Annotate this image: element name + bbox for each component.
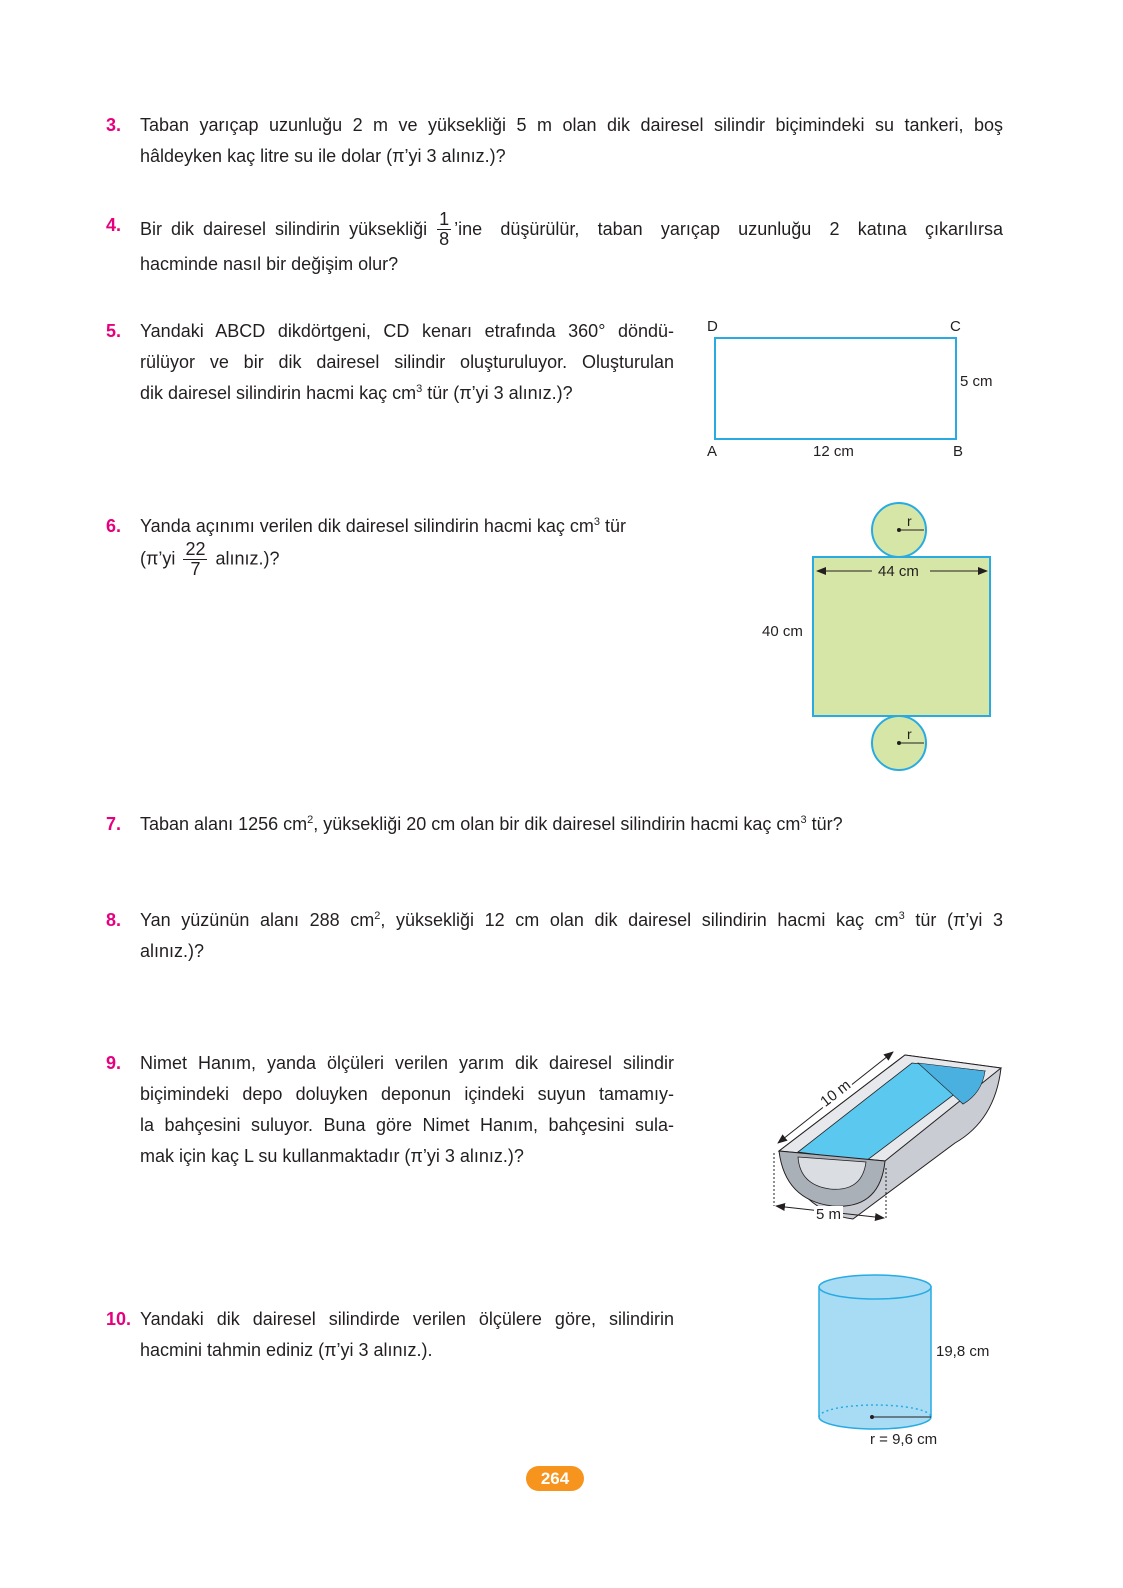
question-text-line: alınız.)?	[140, 941, 205, 961]
question-text-line: Yandaki ABCD dikdörtgeni, CD kenarı etrafında 360° döndü-	[140, 321, 674, 341]
radius-label: r = 9,6 cm	[870, 1431, 938, 1448]
page-number: 264	[526, 1466, 584, 1491]
question-text-line: (π’yi $\frac{22}{7}$ alınız.)?	[140, 539, 280, 579]
question-text-line: Taban yarıçap uzunluğu 2 m ve yüksekliği 5 m olan dik dairesel silindir biçimindeki su tankeri, boş	[140, 115, 1003, 135]
vertex-a-label: A	[707, 443, 718, 460]
question-text-line: biçimindeki depo doluyken deponun içindeki suyun tamamıy-	[140, 1084, 674, 1104]
question-text-line: la bahçesini suluyor. Buna göre Nimet Hanım, bahçesini sula-	[140, 1115, 674, 1135]
bottom-radius-label: r	[907, 726, 912, 742]
side-length-label: 5 cm	[960, 373, 993, 390]
vertex-c-label: C	[950, 318, 961, 335]
question-text-line: Taban alanı 1256 $cm^2$, yüksekliği 20 cm olan bir dik dairesel silindirin hacmi kaç $cm^3$ tür?	[140, 814, 843, 834]
question-text-line: Yan yüzünün alanı 288 $cm^2$, yüksekliği 12 cm olan dik dairesel silindirin hacmi kaç $cm^3$ tür (π’yi 3	[140, 910, 1003, 930]
question-text-line: hâldeyken kaç litre su ile dolar (π’yi 3 alınız.)?	[140, 146, 506, 166]
question-text-line: Yanda açınımı verilen dik dairesel silindirin hacmi kaç $cm^3$ tür	[140, 516, 626, 536]
vertex-d-label: D	[707, 318, 718, 335]
vertex-b-label: B	[953, 443, 964, 460]
height-label: 19,8 cm	[936, 1343, 990, 1360]
question-text-line: Yandaki dik dairesel silindirde verilen ölçülere göre, silindirin	[140, 1309, 674, 1329]
question-number: 10.	[106, 1309, 132, 1329]
question-number: 3.	[106, 115, 122, 135]
question-number: 9.	[106, 1053, 122, 1073]
question-text: ’ine düşürülür, taban yarıçap uzunluğu 2 katına çıkarılırsa	[454, 219, 1003, 239]
question-text-line: mak için kaç L su kullanmaktadır (π’yi 3 alınız.)?	[140, 1146, 524, 1166]
question-text-line: Nimet Hanım, yanda ölçüleri verilen yarım dik dairesel silindir	[140, 1053, 674, 1073]
question-text: Bir dik dairesel silindirin yüksekliği	[140, 219, 428, 239]
length-label: 10 m	[817, 1076, 855, 1111]
question-number: 8.	[106, 910, 122, 930]
question-text-line: hacmini tahmin ediniz (π’yi 3 alınız.).	[140, 1340, 433, 1360]
top-radius-label: r	[907, 513, 912, 529]
question-number: 4.	[106, 215, 122, 235]
fraction: $\frac{1}{8}$	[439, 209, 450, 249]
question-text-line: hacminde nasıl bir değişim olur?	[140, 254, 399, 274]
question-number: 5.	[106, 321, 122, 341]
question-number: 7.	[106, 814, 122, 834]
fraction: $\frac{22}{7}$	[185, 539, 206, 579]
question-number: 6.	[106, 516, 122, 536]
base-length-label: 12 cm	[813, 443, 854, 460]
question-text-line: dik dairesel silindirin hacmi kaç $cm^3$ tür (π’yi 3 alınız.)?	[140, 383, 573, 403]
net-height-label: 40 cm	[762, 623, 803, 640]
question-text-line: rülüyor ve bir dik dairesel silindir oluşturuluyor. Oluşturulan	[140, 352, 674, 372]
net-width-label: 44 cm	[878, 563, 919, 580]
diameter-label: 5 m	[816, 1206, 842, 1223]
